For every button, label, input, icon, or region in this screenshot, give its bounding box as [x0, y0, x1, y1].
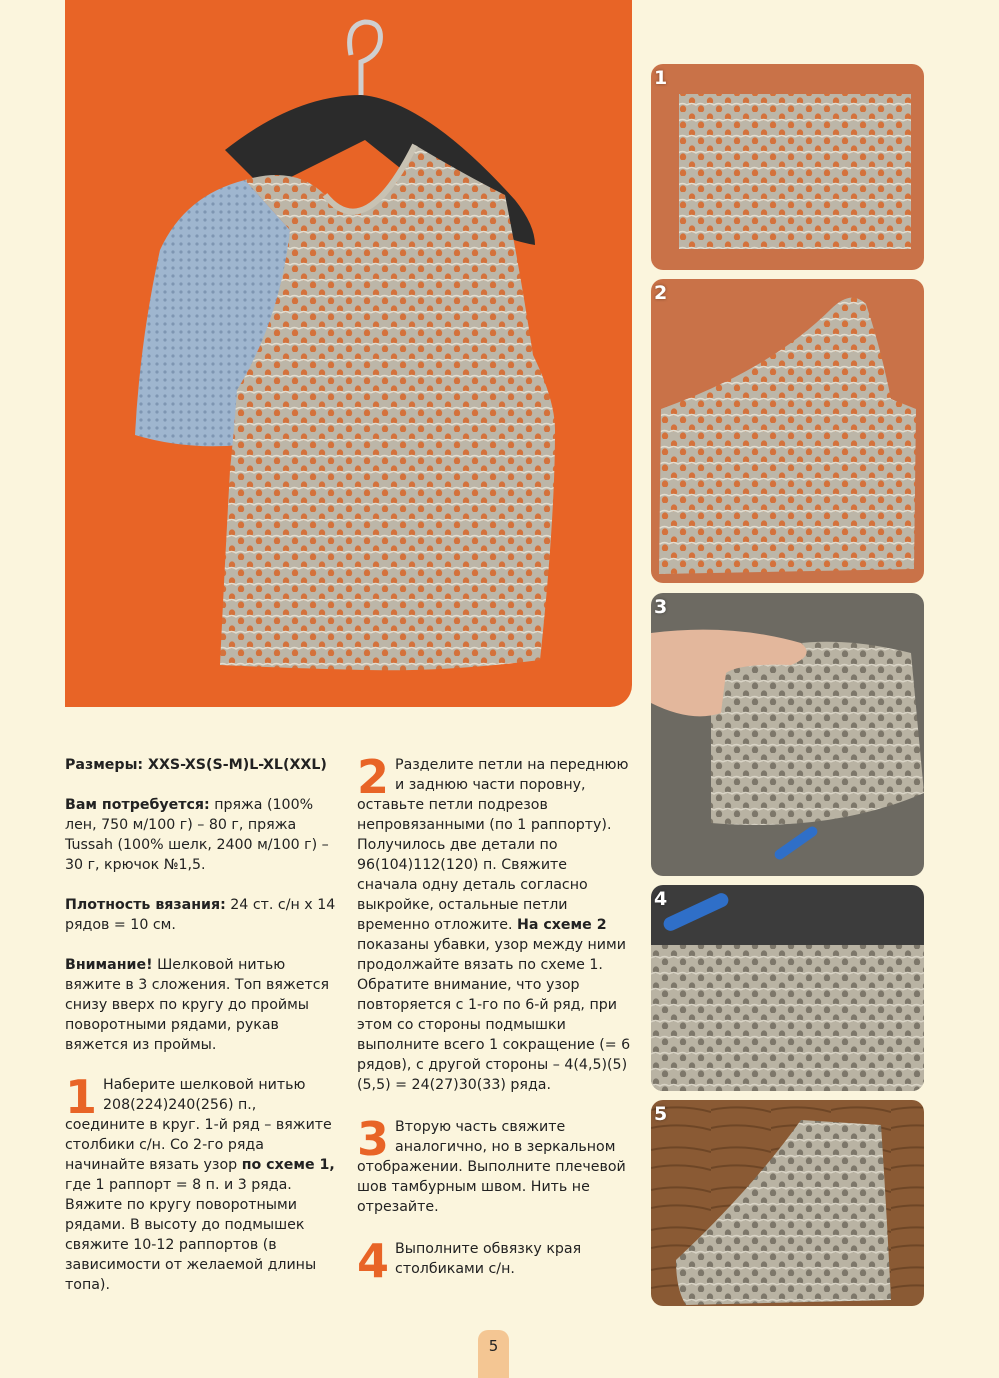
step-4-paragraph — [357, 1234, 632, 1288]
gauge-text: 24 ст. с/н х 14 рядов = 10 см. — [65, 897, 336, 933]
step-4-text: Выполните обвязку края столбиками с/н. — [395, 1241, 582, 1277]
step-number-badge: 1 — [654, 67, 668, 89]
step-3-number: 3 — [357, 1112, 390, 1166]
step-2-paragraph — [357, 750, 632, 1095]
step-number-badge: 5 — [654, 1103, 668, 1125]
step-number-badge: 2 — [654, 282, 668, 304]
step-1-text-a: Наберите шелковой нитью 208(224)240(256) п., соедините в круг. 1-й ряд – вяжите столбики с/н. Со 2-го ряда начинайте вязать узор — [65, 1077, 332, 1173]
attention-paragraph — [65, 955, 340, 1055]
step-2-number: 2 — [357, 750, 390, 804]
step-1-paragraph — [65, 1070, 340, 1295]
page-number: 5 — [478, 1330, 509, 1378]
step-3-text: Вторую часть свяжите аналогично, но в зеркальном отображении. Выполните плечевой шов тамбурным швом. Нить не отрезайте. — [357, 1119, 626, 1215]
step-photo-5 — [651, 1100, 924, 1306]
step-1-bold: по схеме 1, — [241, 1157, 335, 1173]
middle-column — [357, 750, 632, 1288]
step-photo-2 — [651, 279, 924, 583]
step-4-number: 4 — [357, 1234, 390, 1288]
step-2-text-a: Разделите петли на переднюю и заднюю части поровну, оставьте петли подрезов непровязанными (по 1 раппорту). Получилось две детали по 96(104)112(120) п. Свяжите сначала одну деталь согласно выкройке, остальные петли временно отложите. — [357, 757, 629, 933]
step-1-number: 1 — [65, 1070, 98, 1124]
step-photo-4 — [651, 885, 924, 1091]
step-2-bold: На схеме 2 — [516, 917, 607, 933]
step-photo-3 — [651, 593, 924, 876]
step-1-text-b: где 1 раппорт = 8 п. и 3 ряда. Вяжите по кругу поворотными рядами. В высоту до подмышек свяжите 10-12 раппортов (в зависимости от желаемой длины топа). — [65, 1177, 317, 1293]
step-3-paragraph — [357, 1112, 632, 1217]
step-number-badge: 3 — [654, 596, 668, 618]
sizes-value: XXS-XS(S-M)L-XL(XXL) — [148, 757, 327, 773]
attention-text: Шелковой нитью вяжите в 3 сложения. Топ вяжется снизу вверх по кругу до проймы поворотными рядами, рукав вяжется из проймы. — [65, 957, 330, 1053]
crochet-top-illustration — [65, 0, 632, 707]
step-2-text-b: показаны убавки, узор между ними продолжайте вязать по схеме 1. Обратите внимание, что узор повторяется с 1-го по 6-й ряд, при этом со стороны подмышки выполните всего 1 сокращение (= 6 рядов), с другой стороны – 4(4,5)(5)(5,5) = 24(27)30(33) ряда. — [357, 937, 631, 1093]
main-photo — [65, 0, 632, 707]
sizes-label: Размеры: — [65, 757, 144, 773]
sizes-line — [65, 755, 340, 775]
gauge-paragraph — [65, 895, 340, 935]
step-photo-1 — [651, 64, 924, 270]
materials-text: пряжа (100% лен, 750 м/100 г) – 80 г, пряжа Tussah (100% шелк, 2400 м/100 г) – 30 г, крючок №1,5. — [65, 797, 329, 873]
materials-paragraph — [65, 795, 340, 875]
attention-label: Внимание! — [65, 957, 153, 973]
gauge-label: Плотность вязания: — [65, 897, 226, 913]
step-number-badge: 4 — [654, 888, 668, 910]
left-column — [65, 755, 340, 1295]
materials-label: Вам потребуется: — [65, 797, 210, 813]
